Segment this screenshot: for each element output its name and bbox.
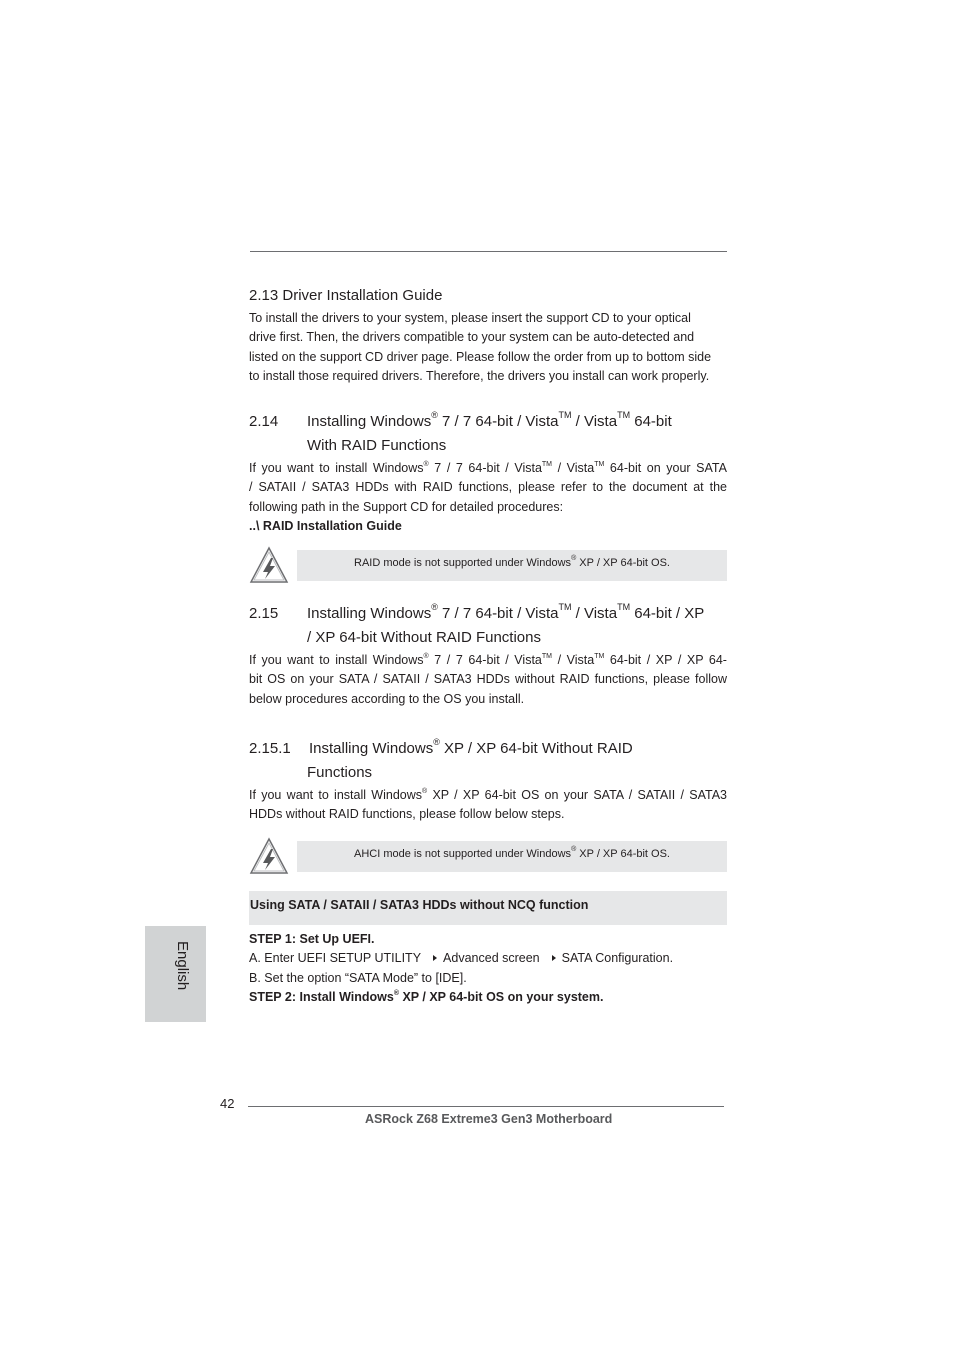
top-rule (250, 251, 727, 252)
section-2-14-title: Installing Windows® 7 / 7 64-bit / Vista™ / Vista™ 64-bit With RAID Functions (307, 410, 672, 454)
ncq-banner: Using SATA / SATAII / SATA3 HDDs without NCQ function (249, 891, 727, 925)
section-2-15-title: Installing Windows® 7 / 7 64-bit / Vista™ / Vista™ 64-bit / XP / XP 64-bit Without RAID Functions (307, 602, 705, 646)
step-1: STEP 1: Set Up UEFI. (249, 932, 375, 946)
step-1-b: B. Set the option “SATA Mode” to [IDE]. (249, 970, 467, 985)
section-2-15-1-title-line2: Functions (307, 764, 373, 781)
arrow-right-icon (552, 955, 556, 961)
step-1-a: A. Enter UEFI SETUP UTILITY Advanced screen SATA Configuration. (249, 951, 674, 966)
note-ahci-unsupported: AHCI mode is not supported under Windows® XP / XP 64-bit OS. (297, 841, 727, 872)
section-2-15-number: 2.15 (249, 605, 279, 622)
section-2-15-1-number: 2.15.1 (249, 740, 291, 757)
footer-product: ASRock Z68 Extreme3 Gen3 Motherboard (365, 1112, 613, 1126)
section-2-14-number: 2.14 (249, 413, 279, 430)
section-2-14-body: If you want to install Windows® 7 / 7 64-bit / Vista™ / Vista™ 64-bit on your SATA / SATAII / SATA3 HDDs with RAID functions, please refer to the document at the following path in the Support CD for detailed procedures: ..\ RAID Installation Guide (249, 461, 727, 533)
section-2-15-body: If you want to install Windows® 7 / 7 64-bit / Vista™ / Vista™ 64-bit / XP / XP 64- bit OS on your SATA / SATAII / SATA3 HDDs without RAID functions, please follow below procedures according to the OS you install. (249, 653, 727, 706)
section-2-13-title: 2.13 Driver Installation Guide (249, 287, 443, 304)
step-2: STEP 2: Install Windows® XP / XP 64-bit OS on your system. (249, 989, 604, 1004)
arrow-right-icon (433, 955, 437, 961)
section-2-15-1-body: If you want to install Windows® XP / XP 64-bit OS on your SATA / SATAII / SATA3 HDDs without RAID functions, please follow below steps. (249, 788, 727, 822)
note-raid-unsupported: RAID mode is not supported under Windows® XP / XP 64-bit OS. (297, 550, 727, 581)
steps-block (249, 930, 727, 1007)
warning-icon (249, 837, 289, 875)
warning-icon (249, 546, 289, 584)
footer-rule (248, 1106, 724, 1107)
section-2-13-body: To install the drivers to your system, please insert the support CD to your optical drive first. Then, the drivers compatible to your system can be auto-detected and listed on the support CD driver page. Please follow the order from up to bottom side to install those required drivers. Therefore, the drivers you install can work properly. (249, 311, 712, 383)
page-number: 42 (220, 1096, 235, 1111)
language-label: English (174, 941, 191, 991)
section-2-15-1-title: Installing Windows® XP / XP 64-bit Without RAID (309, 737, 633, 757)
